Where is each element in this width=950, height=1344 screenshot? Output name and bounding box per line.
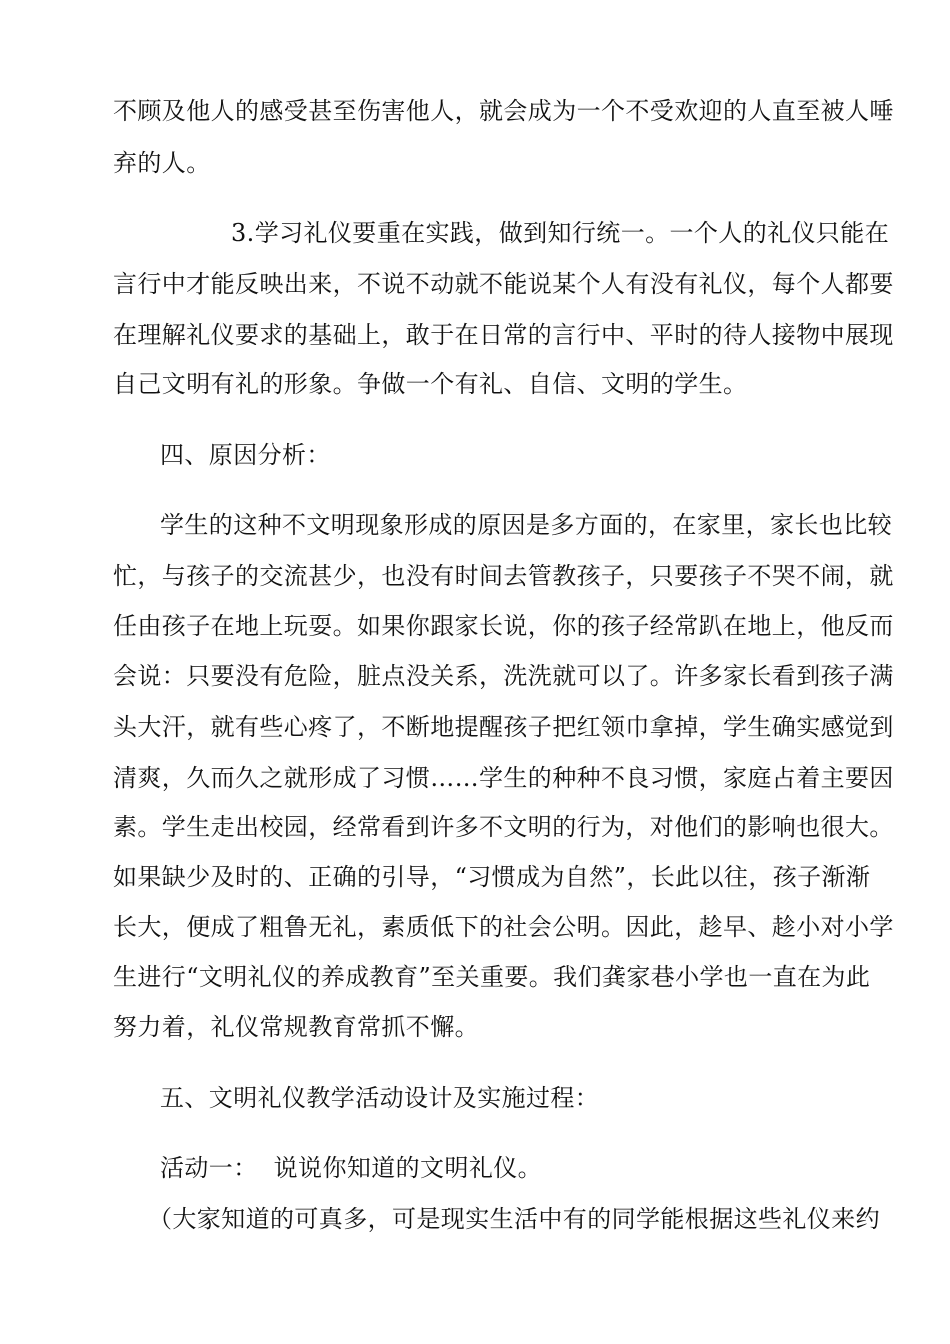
paragraph-line: 学生的这种不文明现象形成的原因是多方面的，在家里，家长也比较 <box>160 511 892 539</box>
paragraph-line: 忙，与孩子的交流甚少，也没有时间去管教孩子，只要孩子不哭不闹，就 <box>113 562 894 590</box>
paragraph-line: 头大汗，就有些心疼了，不断地提醒孩子把红领巾拿掉，学生确实感觉到 <box>113 713 894 741</box>
paragraph-line: 生进行“文明礼仪的养成教育”至关重要。我们龚家巷小学也一直在为此 <box>113 963 871 991</box>
paragraph-line: 言行中才能反映出来，不说不动就不能说某个人有没有礼仪，每个人都要 <box>113 270 894 298</box>
section-heading: 五、文明礼仪教学活动设计及实施过程： <box>160 1084 600 1112</box>
paragraph-line: 如果缺少及时的、正确的引导，“习惯成为自然”，长此以往，孩子渐渐 <box>113 863 871 891</box>
paragraph-line: 长大，便成了粗鲁无礼，素质低下的社会公明。因此，趁早、趁小对小学 <box>113 913 894 941</box>
paragraph-line: 会说：只要没有危险，脏点没关系，洗洗就可以了。许多家长看到孩子满 <box>113 662 894 690</box>
paragraph-line: （大家知道的可真多，可是现实生活中有的同学能根据这些礼仪来约 <box>148 1205 880 1233</box>
section-heading: 四、原因分析： <box>160 441 331 469</box>
paragraph-line: 自己文明有礼的形象。争做一个有礼、自信、文明的学生。 <box>113 370 748 398</box>
paragraph-line: 弃的人。 <box>113 149 211 177</box>
paragraph-line: 在理解礼仪要求的基础上，敢于在日常的言行中、平时的待人接物中展现 <box>113 321 894 349</box>
paragraph-line: 不顾及他人的感受甚至伤害他人，就会成为一个不受欢迎的人直至被人唾 <box>113 97 894 125</box>
paragraph-line: 努力着，礼仪常规教育常抓不懈。 <box>113 1013 479 1041</box>
paragraph-line: 素。学生走出校园，经常看到许多不文明的行为，对他们的影响也很大。 <box>113 813 894 841</box>
paragraph-line: 3.学习礼仪要重在实践，做到知行统一。一个人的礼仪只能在 <box>231 219 890 247</box>
activity-title: 活动一： 说说你知道的文明礼仪。 <box>160 1154 543 1182</box>
paragraph-line: 清爽，久而久之就形成了习惯……学生的种种不良习惯，家庭占着主要因 <box>113 764 894 792</box>
paragraph-line: 任由孩子在地上玩耍。如果你跟家长说，你的孩子经常趴在地上，他反而 <box>113 612 894 640</box>
